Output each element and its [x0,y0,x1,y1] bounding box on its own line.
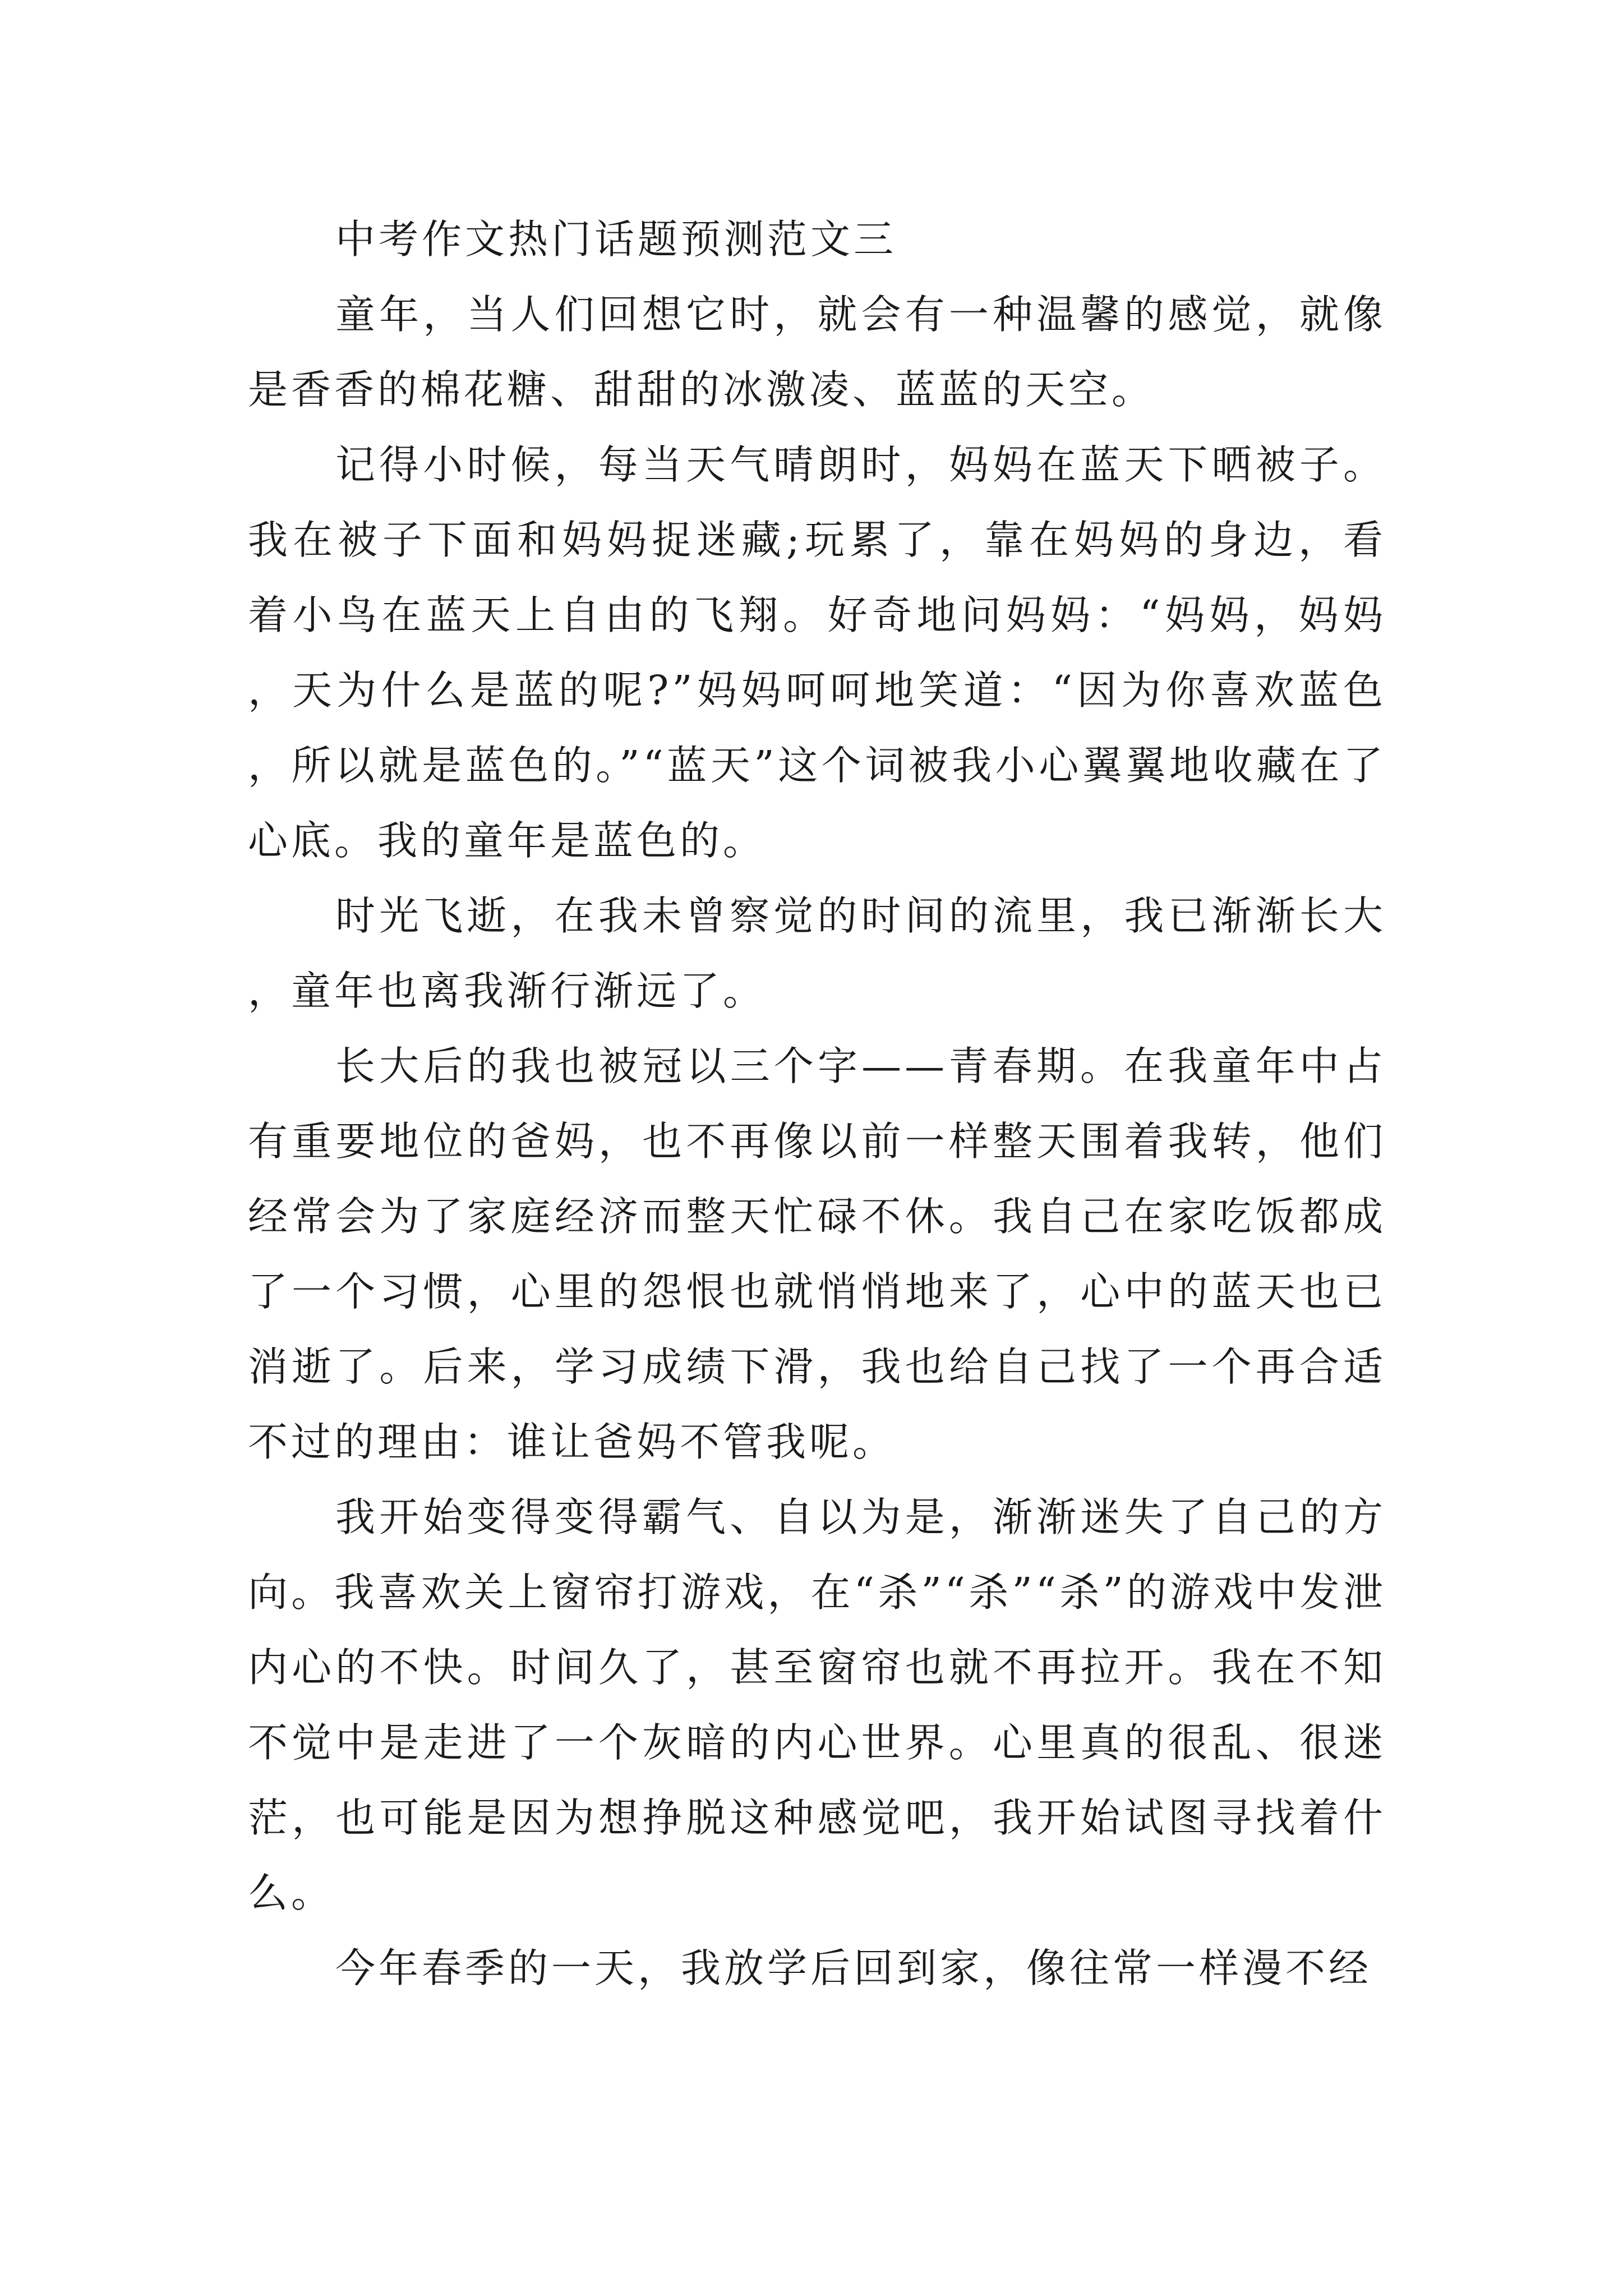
paragraph: 记得小时候，每当天气晴朗时，妈妈在蓝天下晒被子。我在被子下面和妈妈捉迷藏;玩累了，靠在妈妈的身边，看着小鸟在蓝天上自由的飞翔。好奇地问妈妈：“妈妈，妈妈，天为什么是蓝的呢?”妈妈呵呵地笑道：“因为你喜欢蓝色，所以就是蓝色的。”“蓝天”这个词被我小心翼翼地收藏在了心底。我的童年是蓝色的。 [248,441,1386,864]
paragraph: 我开始变得变得霸气、自以为是，渐渐迷失了自己的方向。我喜欢关上窗帘打游戏，在“杀”“杀”“杀”的游戏中发泄内心的不快。时间久了，甚至窗帘也就不再拉开。我在不知不觉中是走进了一个灰暗的内心世界。心里真的很乱、很迷茫，也可能是因为想挣脱这种感觉吧，我开始试图寻找着什么。 [248,1494,1386,1916]
paragraph: 长大后的我也被冠以三个字——青春期。在我童年中占有重要地位的爸妈，也不再像以前一样整天围着我转，他们经常会为了家庭经济而整天忙碌不休。我自己在家吃饭都成了一个习惯，心里的怨恨也就悄悄地来了，心中的蓝天也已消逝了。后来，学习成绩下滑，我也给自己找了一个再合适不过的理由：谁让爸妈不管我呢。 [248,1043,1386,1465]
paragraph: 今年春季的一天，我放学后回到家，像往常一样漫不经 [335,1945,1372,1991]
document-body [248,202,1386,2006]
paragraph: 时光飞逝，在我未曾察觉的时间的流里，我已渐渐长大，童年也离我渐行渐远了。 [248,892,1386,1014]
document-title: 中考作文热门话题预测范文三 [335,216,897,263]
paragraph: 童年，当人们回想它时，就会有一种温馨的感觉，就像是香香的棉花糖、甜甜的冰激凌、蓝蓝的天空。 [248,291,1386,413]
